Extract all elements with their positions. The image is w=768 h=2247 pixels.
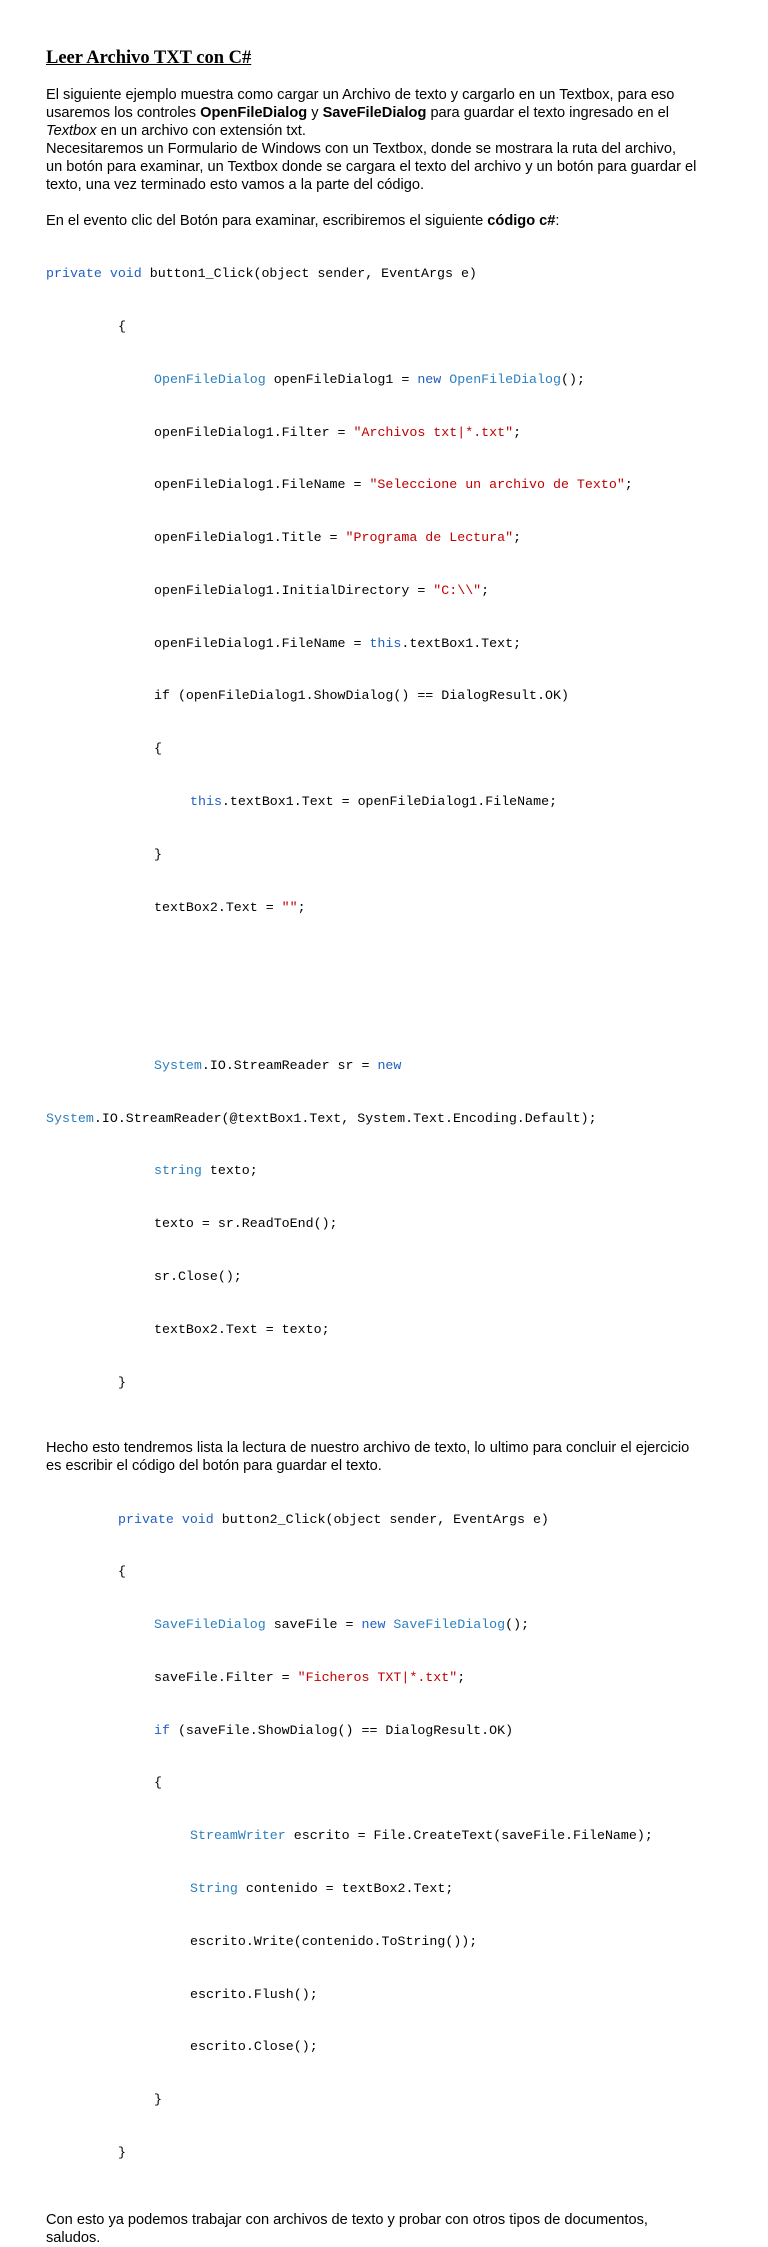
code-line: escrito.Write(contenido.ToString()); <box>190 1933 478 1949</box>
codigo-term: código c# <box>487 213 556 229</box>
closing-paragraph <box>46 2211 726 2247</box>
code-line: escrito.Close(); <box>190 2039 318 2055</box>
code-line: texto = sr.ReadToEnd(); <box>154 1216 338 1232</box>
code-line: private void button1_Click(object sender, EventArgs e) <box>46 266 477 282</box>
code-line: private void button2_Click(object sender, EventArgs e) <box>118 1511 549 1527</box>
intro-line: Necesitaremos un Formulario de Windows con un Textbox, donde se mostrara la ruta del archivo, <box>46 141 676 157</box>
section1-heading: En el evento clic del Botón para examinar, escribiremos el siguiente código c#: <box>46 213 560 229</box>
intro-line: Textbox en un archivo con extensión txt. <box>46 123 306 139</box>
code-line: openFileDialog1.FileName = this.textBox1.Text; <box>154 635 522 651</box>
code-blank-line <box>46 951 726 969</box>
textbox-term: Textbox <box>46 123 97 139</box>
code-line: if (saveFile.ShowDialog() == DialogResult.OK) <box>154 1722 514 1738</box>
code-block-button2 <box>46 1475 726 2196</box>
document-page <box>46 44 726 2247</box>
section2-line: Hecho esto tendremos lista la lectura de nuestro archivo de texto, lo ultimo para concluir el ejercicio <box>46 1440 690 1457</box>
code-line: this.textBox1.Text = openFileDialog1.FileName; <box>190 794 558 809</box>
openfiledialog-term: OpenFileDialog <box>200 105 308 121</box>
code-line: openFileDialog1.Filter = "Archivos txt|*.txt"; <box>154 424 522 440</box>
code-line: System.IO.StreamReader(@textBox1.Text, System.Text.Encoding.Default); <box>46 1110 597 1126</box>
section2-paragraph <box>46 1439 726 1475</box>
intro-line: un botón para examinar, un Textbox donde se cargara el texto del archivo y un botón para guardar el <box>46 159 697 175</box>
code-line: string texto; <box>154 1163 258 1179</box>
code-line: sr.Close(); <box>154 1269 242 1285</box>
code-line: } <box>118 2144 126 2160</box>
section2-line: es escribir el código del botón para guardar el texto. <box>46 1458 382 1475</box>
intro-line: texto, una vez terminado esto vamos a la parte del código. <box>46 177 425 193</box>
code-line: String contenido = textBox2.Text; <box>190 1881 454 1897</box>
savefiledialog-term: SaveFileDialog <box>322 105 427 121</box>
code-line: System.IO.StreamReader sr = new <box>154 1057 402 1073</box>
intro-line: El siguiente ejemplo muestra como cargar un Archivo de texto y cargarlo en un Textbox, para eso <box>46 87 675 103</box>
code-line: { <box>118 318 126 334</box>
code-line: { <box>154 741 162 757</box>
code-line: openFileDialog1.Title = "Programa de Lectura"; <box>154 530 522 546</box>
code-line: escrito.Flush(); <box>190 1986 318 2002</box>
intro-paragraph <box>46 86 726 194</box>
code-line: OpenFileDialog openFileDialog1 = new OpenFileDialog(); <box>154 371 585 387</box>
code-line: if (openFileDialog1.ShowDialog() == DialogResult.OK) <box>154 688 569 704</box>
code-block-button1 <box>46 230 726 1426</box>
intro-line: usaremos los controles OpenFileDialog y SaveFileDialog para guardar el texto ingresado en el <box>46 105 669 121</box>
code-line: StreamWriter escrito = File.CreateText(saveFile.FileName); <box>190 1828 653 1844</box>
code-line: textBox2.Text = ""; <box>154 899 306 915</box>
code-line: } <box>154 846 162 862</box>
code-line: } <box>154 2092 162 2108</box>
code-line: { <box>154 1775 162 1791</box>
code-line: SaveFileDialog saveFile = new SaveFileDialog(); <box>154 1617 530 1633</box>
page-title: Leer Archivo TXT con C# <box>46 48 252 68</box>
code-line: } <box>118 1374 126 1390</box>
code-line: textBox2.Text = texto; <box>154 1321 330 1337</box>
code-line: saveFile.Filter = "Ficheros TXT|*.txt"; <box>154 1669 466 1685</box>
closing-line: Con esto ya podemos trabajar con archivos de texto y probar con otros tipos de documentos, <box>46 2211 648 2228</box>
code-blank-line <box>46 1004 726 1022</box>
code-line: openFileDialog1.InitialDirectory = "C:\\"; <box>154 582 490 598</box>
closing-line: saludos. <box>46 2229 101 2246</box>
code-line: { <box>118 1564 126 1580</box>
code-line: openFileDialog1.FileName = "Seleccione un archivo de Texto"; <box>154 477 633 493</box>
